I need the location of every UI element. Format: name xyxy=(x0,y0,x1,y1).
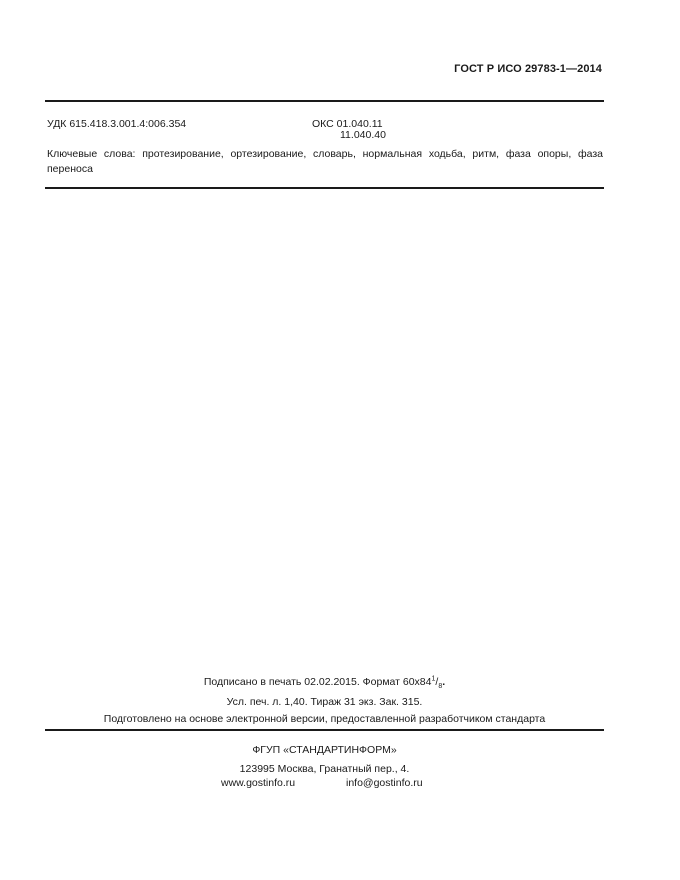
publisher-rule xyxy=(45,729,604,731)
oks-code-2: 11.040.40 xyxy=(340,129,386,141)
format-end: . xyxy=(442,676,446,688)
prepared-note: Подготовлено на основе электронной версии, предоставленной разработчиком стандарта xyxy=(103,713,546,725)
publisher-email: info@gostinfo.ru xyxy=(346,777,423,789)
udk-code: УДК 615.418.3.001.4:006.354 xyxy=(47,118,187,130)
publisher-website: www.gostinfo.ru xyxy=(221,777,296,789)
top-rule xyxy=(45,100,604,102)
standard-code: ГОСТ Р ИСО 29783-1—2014 xyxy=(454,63,602,75)
oks-code-1: ОКС 01.040.11 xyxy=(312,118,383,130)
format-numerator: 1 xyxy=(431,675,436,683)
publisher-name: ФГУП «СТАНДАРТИНФОРМ» xyxy=(252,744,397,756)
format-denominator: 8 xyxy=(438,683,443,691)
keywords-text: Ключевые слова: протезирование, ортезирование, словарь, нормальная ходьба, ритм, фаза опоры, фаза переноса xyxy=(47,148,603,175)
signed-for-print: Подписано в печать 02.02.2015. Формат $60x84^1/_8$. xyxy=(203,675,446,691)
keywords-rule xyxy=(45,187,604,189)
print-info: Усл. печ. л. 1,40. Тираж 31 экз. Зак. 315. xyxy=(226,696,423,708)
publisher-address: 123995 Москва, Гранатный пер., 4. xyxy=(239,763,410,775)
signed-prefix: Подписано в печать 02.02.2015. Формат 60x84 xyxy=(203,676,432,688)
